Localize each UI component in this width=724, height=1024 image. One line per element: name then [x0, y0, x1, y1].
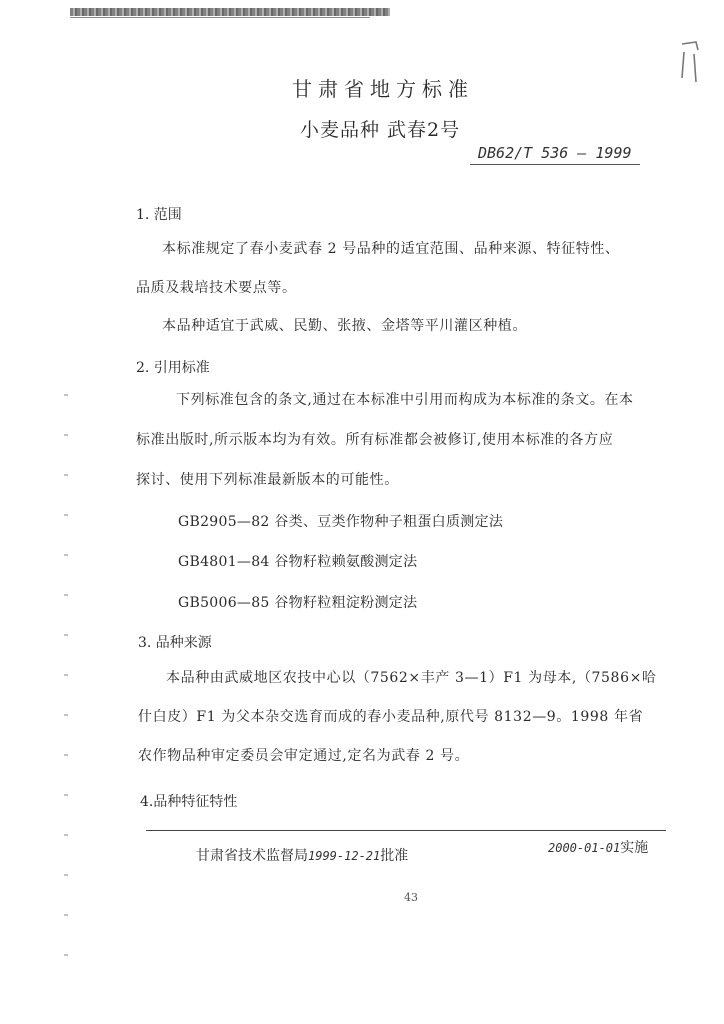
approval-label: 批准: [380, 848, 409, 864]
approving-authority: 甘肃省技术监督局: [196, 848, 308, 864]
scan-edge-line: [70, 17, 370, 18]
section-2-paragraph-line: 下列标准包含的条文,通过在本标准中引用而构成为本标准的条文。在本: [176, 392, 634, 408]
page-number: 43: [404, 891, 418, 904]
standard-number-underline: [470, 164, 640, 165]
section-1-paragraph-line: 品质及栽培技术要点等。: [136, 280, 297, 296]
section-3-paragraph-line: 什白皮）F1 为父本杂交选育而成的春小麦品种,原代号 8132—9。1998 年省: [138, 709, 644, 725]
document-title: 甘肃省地方标准: [292, 77, 474, 101]
footer-implementation: [548, 837, 648, 857]
section-3-paragraph-line: 农作物品种审定委员会审定通过,定名为武春 2 号。: [138, 748, 470, 764]
document-subtitle: 小麦品种 武春2号: [300, 119, 461, 141]
section-2-paragraph-line: 标准出版时,所示版本均为有效。所有标准都会被修订,使用本标准的各方应: [136, 432, 614, 448]
section-1-paragraph-line: 本标准规定了春小麦武春 2 号品种的适宜范围、品种来源、特征特性、: [162, 241, 620, 257]
scan-edge-artifact: [70, 8, 390, 16]
section-3-paragraph-line: 本品种由武威地区农技中心以（7562×丰产 3—1）F1 为母本,（7586×哈: [166, 670, 657, 686]
reference-standard: GB5006—85 谷物籽粒粗淀粉测定法: [178, 595, 418, 611]
reference-standard: GB4801—84 谷物籽粒赖氨酸测定法: [178, 554, 418, 570]
implementation-date: 2000-01-01: [548, 841, 621, 855]
section-3-heading: 3. 品种来源: [138, 635, 212, 651]
section-1-paragraph-2: 本品种适宜于武威、民勤、张掖、金塔等平川灌区种植。: [162, 318, 527, 334]
section-2-paragraph-line: 探讨、使用下列标准最新版本的可能性。: [136, 472, 399, 488]
section-4-heading: 4.品种特征特性: [140, 794, 238, 810]
binding-marks: [64, 380, 68, 980]
footer-divider: [146, 830, 666, 831]
handwritten-corner-mark: [678, 38, 702, 84]
approval-date: 1999-12-21: [308, 849, 381, 863]
section-2-heading: 2. 引用标准: [136, 360, 210, 376]
footer-approval: [196, 845, 408, 865]
reference-standard: GB2905—82 谷类、豆类作物种子粗蛋白质测定法: [178, 514, 504, 530]
standard-number: DB62/T 536 — 1999: [478, 144, 632, 162]
implementation-label: 实施: [620, 840, 649, 856]
section-1-heading: 1. 范围: [136, 207, 182, 223]
